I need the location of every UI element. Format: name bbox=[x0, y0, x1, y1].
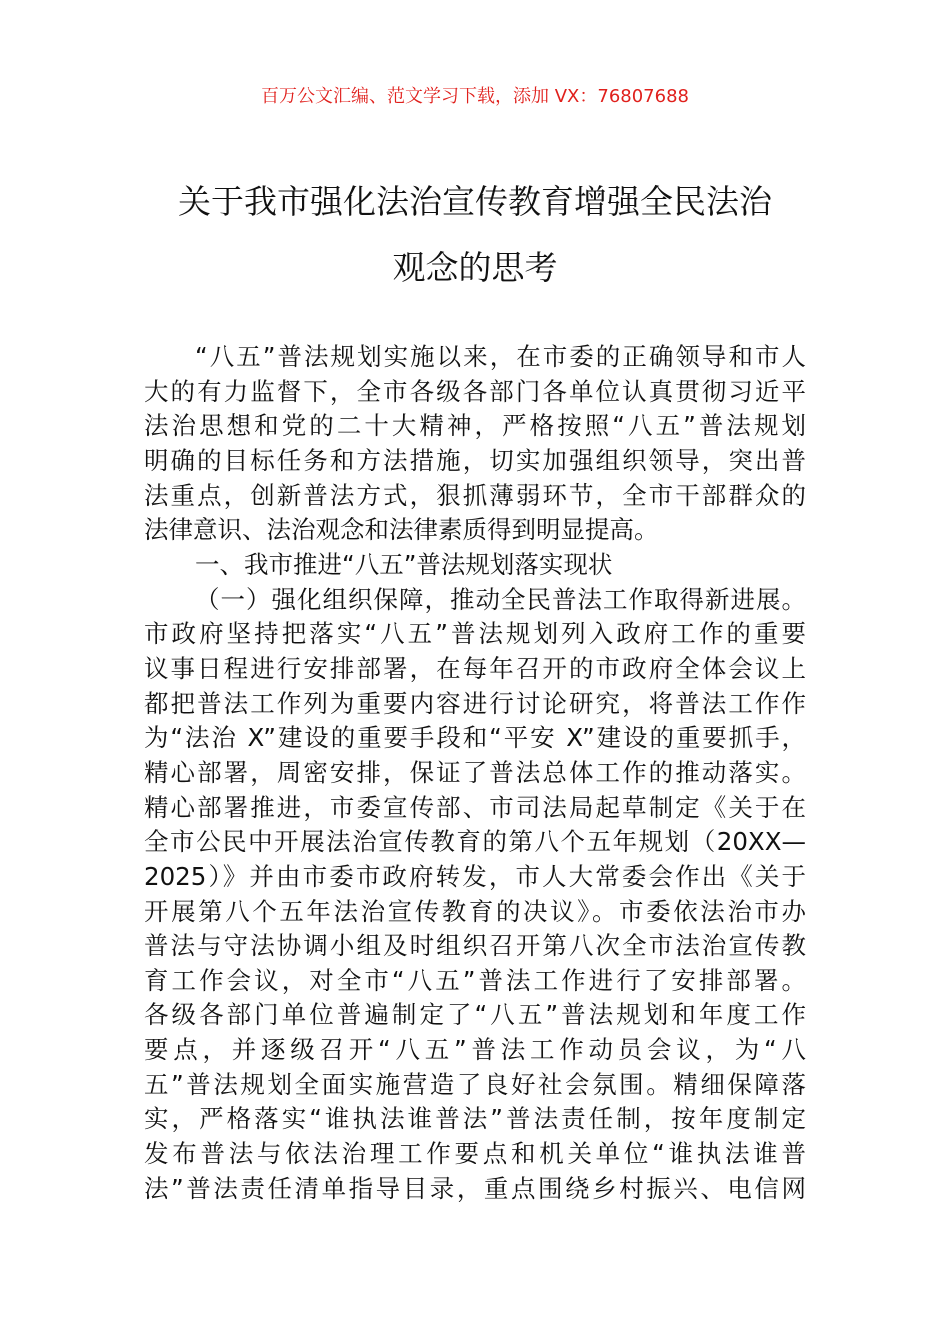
body-text-line: 实，严格落实“谁执法谁普法”普法责任制，按年度制定 bbox=[144, 1104, 806, 1134]
body-text-line: 普法与守法协调小组及时组织召开第八次全市法治宣传教 bbox=[144, 931, 806, 961]
body-text-line: 五”普法规划全面实施营造了良好社会氛围。精细保障落 bbox=[144, 1069, 806, 1099]
body-text-line: 为“法治 X”建设的重要手段和“平安 X”建设的重要抓手， bbox=[144, 723, 806, 753]
document-title-line-2: 观念的思考 bbox=[392, 248, 558, 287]
body-text-line: “八五”普法规划实施以来，在市委的正确领导和市人 bbox=[195, 342, 806, 371]
body-text-line: 育工作会议，对全市“八五”普法工作进行了安排部署。 bbox=[144, 965, 806, 995]
document-title-line-1: 关于我市强化法治宣传教育增强全民法治 bbox=[178, 182, 772, 221]
document-body bbox=[144, 340, 806, 1206]
body-text-line: 法重点，创新普法方式，狠抓薄弱环节，全市干部群众的 bbox=[144, 480, 806, 510]
body-text-line: 一、我市推进“八五”普法规划落实现状 bbox=[195, 549, 613, 579]
body-text-line: 要点，并逐级召开“八五”普法工作动员会议，为“八 bbox=[144, 1035, 806, 1065]
body-text-line: 市政府坚持把落实“八五”普法规划列入政府工作的重要 bbox=[144, 619, 806, 649]
watermark-header: 百万公文汇编、范文学习下载，添加 VX：76807688 bbox=[261, 86, 689, 107]
body-text-line: 2025）》并由市委市政府转发，市人大常委会作出《关于 bbox=[144, 861, 806, 891]
body-text-line: 开展第八个五年法治宣传教育的决议》。市委依法治市办 bbox=[144, 896, 806, 926]
body-text-line: 法律意识、法治观念和法律素质得到明显提高。 bbox=[144, 515, 659, 545]
body-text-line: 都把普法工作列为重要内容进行讨论研究，将普法工作作 bbox=[144, 688, 806, 718]
body-text-line: 发布普法与依法治理工作要点和机关单位“谁执法谁普 bbox=[144, 1139, 806, 1169]
body-text-line: 明确的目标任务和方法措施，切实加强组织领导，突出普 bbox=[144, 445, 806, 475]
body-text-line: 精心部署，周密安排，保证了普法总体工作的推动落实。 bbox=[144, 757, 806, 787]
body-text-line: 各级各部门单位普遍制定了“八五”普法规划和年度工作 bbox=[144, 1000, 806, 1030]
body-text-line: 精心部署推进，市委宣传部、市司法局起草制定《关于在 bbox=[144, 792, 806, 822]
body-text-line: 大的有力监督下，全市各级各部门各单位认真贯彻习近平 bbox=[144, 376, 806, 406]
body-text-line: （一）强化组织保障，推动全民普法工作取得新进展。 bbox=[195, 584, 806, 614]
body-text-line: 法”普法责任清单指导目录，重点围绕乡村振兴、电信网 bbox=[144, 1173, 806, 1203]
body-text-line: 法治思想和党的二十大精神，严格按照“八五”普法规划 bbox=[144, 411, 806, 441]
body-text-line: 全市公民中开展法治宣传教育的第八个五年规划（20XX— bbox=[144, 827, 806, 857]
body-text-line: 议事日程进行安排部署，在每年召开的市政府全体会议上 bbox=[144, 653, 806, 683]
